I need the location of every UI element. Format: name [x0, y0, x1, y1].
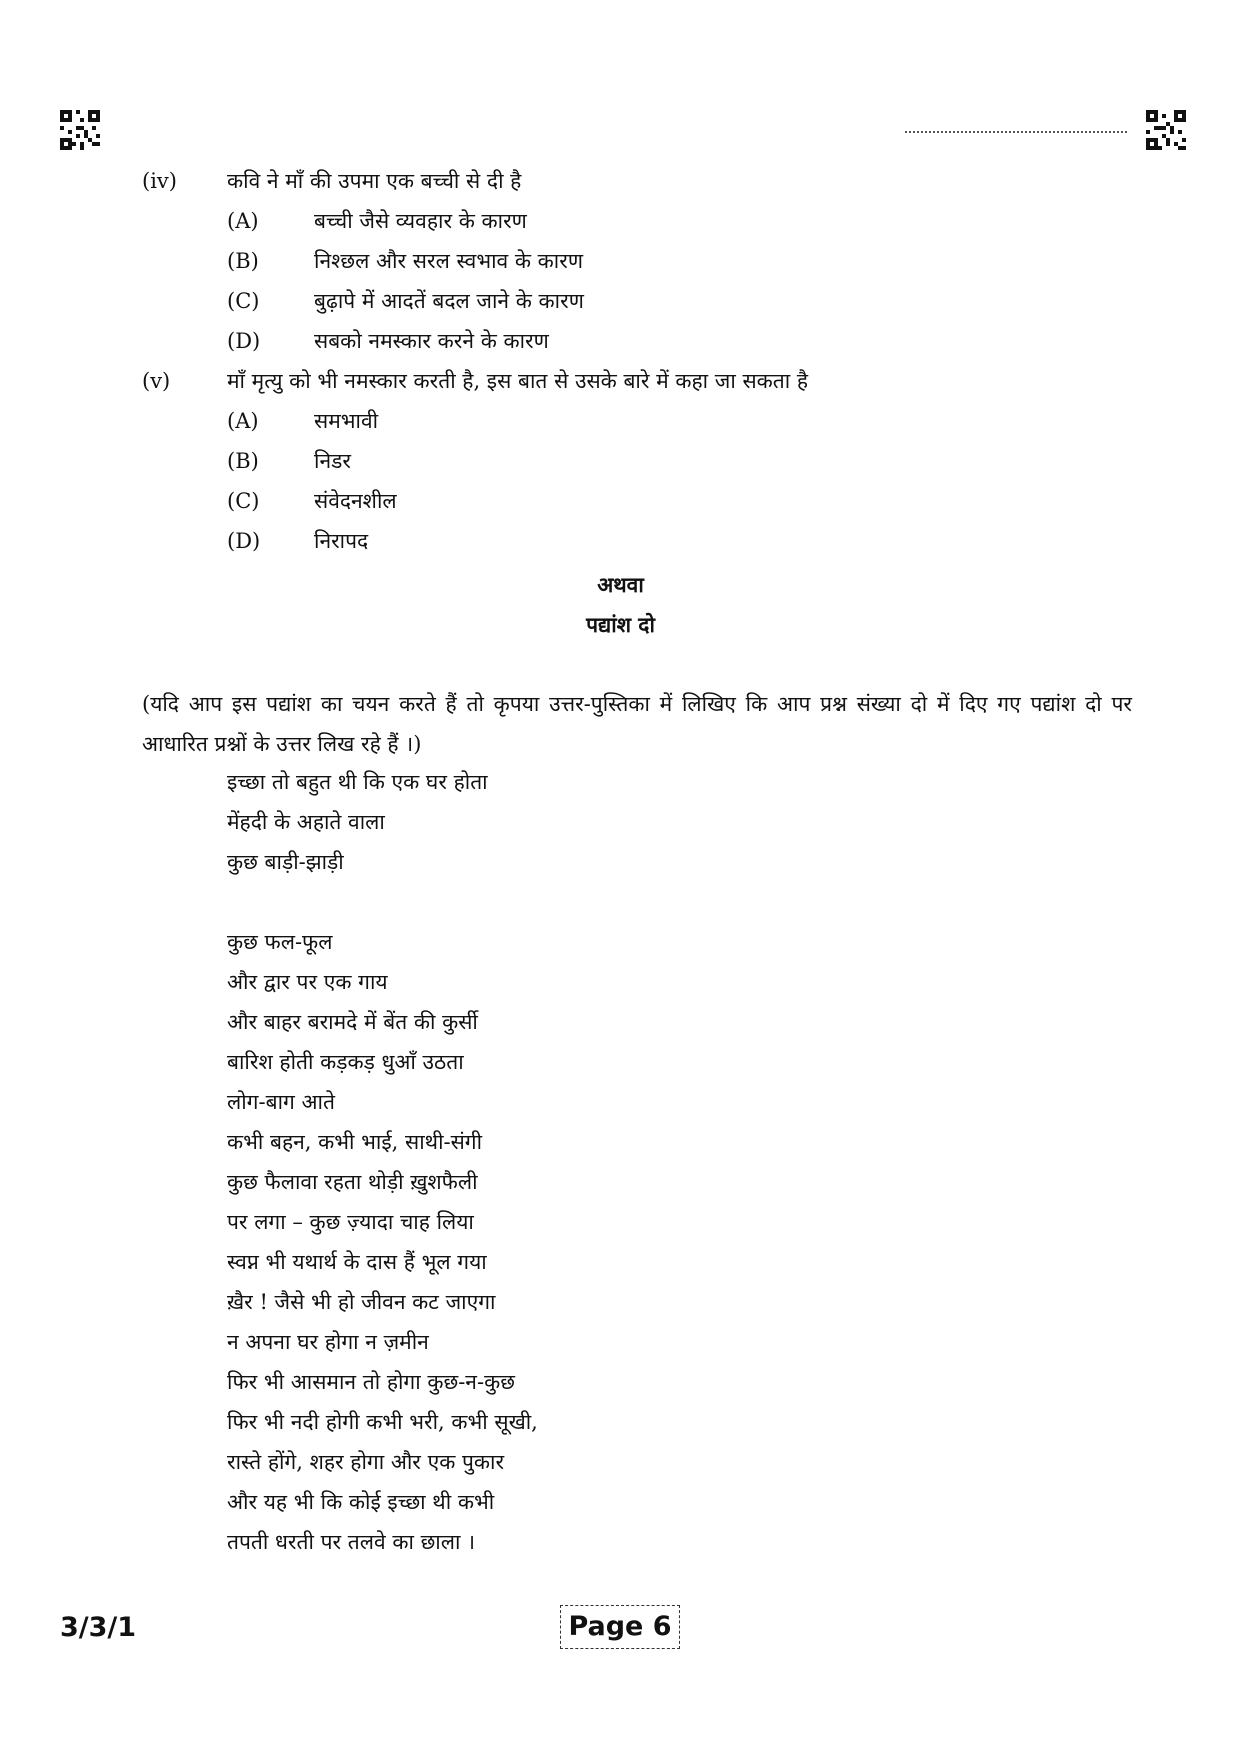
stanza-break: [227, 882, 538, 922]
poem-line: कुछ बाड़ी-झाड़ी: [227, 850, 344, 874]
question-iv-number: (iv): [142, 169, 177, 193]
qr-code-left: [60, 110, 100, 150]
poem-line: मेंहदी के अहाते वाला: [227, 810, 385, 834]
question-iv-option-b: निश्छल और सरल स्वभाव के कारण: [314, 249, 584, 273]
question-iv-option-a: बच्ची जैसे व्यवहार के कारण: [314, 209, 527, 233]
poem-line: और द्वार पर एक गाय: [227, 970, 388, 994]
passage-heading: पद्यांश दो: [586, 612, 655, 637]
qr-code-right: [1146, 110, 1186, 150]
question-v-number: (v): [142, 369, 171, 393]
poem-line: और यह भी कि कोई इच्छा थी कभी: [227, 1490, 495, 1514]
question-v-option-b: निडर: [314, 449, 351, 473]
question-v-stem: माँ मृत्यु को भी नमस्कार करती है, इस बात से उसके बारे में कहा जा सकता है: [227, 369, 809, 393]
poem-line: इच्छा तो बहुत थी कि एक घर होता: [227, 770, 488, 794]
question-v-option-c: संवेदनशील: [314, 489, 397, 513]
question-iv-option-c-label: (C): [227, 289, 260, 313]
roll-number-dotted-line: [905, 131, 1127, 133]
or-heading: अथवा: [597, 572, 644, 597]
poem-line: पर लगा – कुछ ज़्यादा चाह लिया: [227, 1210, 474, 1234]
poem-line: फिर भी आसमान तो होगा कुछ-न-कुछ: [227, 1370, 515, 1394]
page-number: Page 6: [560, 1605, 680, 1649]
poem-line: बारिश होती कड़कड़ धुआँ उठता: [227, 1050, 464, 1074]
question-v-option-c-label: (C): [227, 489, 260, 513]
poem-line: तपती धरती पर तलवे का छाला ।: [227, 1530, 476, 1554]
question-v-option-d: निरापद: [314, 529, 369, 553]
poem: [227, 762, 538, 1562]
poem-line: रास्ते होंगे, शहर होगा और एक पुकार: [227, 1450, 505, 1474]
question-v-option-b-label: (B): [227, 449, 259, 473]
poem-line: ख़ैर ! जैसे भी हो जीवन कट जाएगा: [227, 1290, 496, 1314]
question-v-option-d-label: (D): [227, 529, 261, 553]
poem-line: लोग-बाग आते: [227, 1090, 335, 1114]
question-iv-option-c: बुढ़ापे में आदतें बदल जाने के कारण: [314, 289, 584, 313]
poem-line: कुछ फैलावा रहता थोड़ी ख़ुशफैली: [227, 1170, 478, 1194]
passage-instruction: (यदि आप इस पद्यांश का चयन करते हैं तो कृपया उत्तर-पुस्तिका में लिखिए कि आप प्रश्न संख्या दो में दिए गए पद्यांश दो पर आधारित प्रश्नों के उत्तर लिख रहे हैं ।): [142, 692, 1132, 756]
question-v-option-a: समभावी: [314, 409, 379, 433]
question-iv-option-a-label: (A): [227, 209, 259, 233]
question-iv-option-b-label: (B): [227, 249, 259, 273]
question-v-option-a-label: (A): [227, 409, 259, 433]
question-iv-option-d-label: (D): [227, 329, 261, 353]
poem-line: कभी बहन, कभी भाई, साथी-संगी: [227, 1130, 483, 1154]
paper-code: 3/3/1: [60, 1612, 137, 1643]
poem-line: न अपना घर होगा न ज़मीन: [227, 1330, 429, 1354]
poem-line: स्वप्न भी यथार्थ के दास हैं भूल गया: [227, 1250, 487, 1274]
poem-line: फिर भी नदी होगी कभी भरी, कभी सूखी,: [227, 1410, 538, 1434]
poem-line: कुछ फल-फूल: [227, 930, 333, 954]
poem-line: और बाहर बरामदे में बेंत की कुर्सी: [227, 1010, 478, 1034]
question-iv-option-d: सबको नमस्कार करने के कारण: [314, 329, 549, 353]
question-iv-stem: कवि ने माँ की उपमा एक बच्ची से दी है: [227, 169, 522, 193]
